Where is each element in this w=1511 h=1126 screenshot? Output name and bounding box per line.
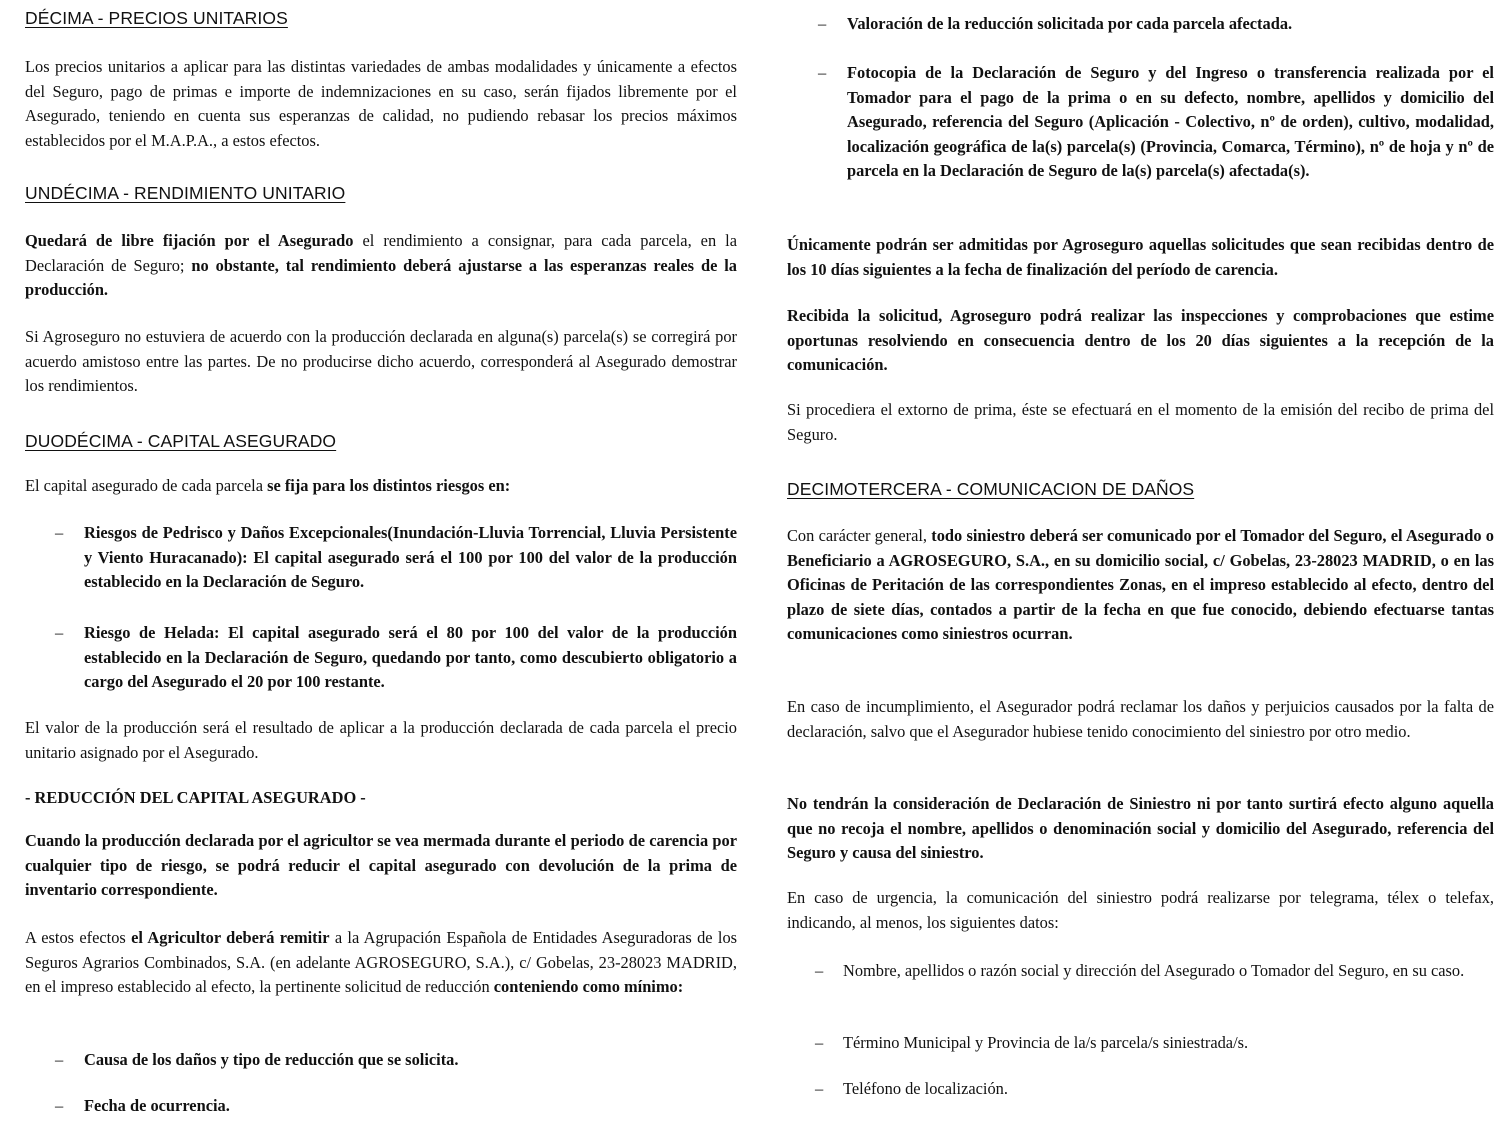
text-normal: A estos efectos — [25, 928, 132, 947]
heading-undecima: UNDÉCIMA - RENDIMIENTO UNITARIO — [25, 183, 346, 203]
list-item-termino — [787, 1031, 1494, 1056]
paragraph-capital-intro — [25, 474, 737, 499]
list-item-fecha — [25, 1094, 737, 1119]
subheading-reduccion: - REDUCCIÓN DEL CAPITAL ASEGURADO - — [25, 788, 366, 807]
heading-duodecima: DUODÉCIMA - CAPITAL ASEGURADO — [25, 431, 337, 451]
dash-bullet: – — [818, 63, 827, 82]
list-item-text: Fecha de ocurrencia. — [84, 1096, 230, 1115]
text-bold: conteniendo como mínimo: — [493, 977, 684, 996]
list-item-helada — [25, 621, 737, 695]
dash-bullet: – — [815, 961, 824, 980]
list-item-fotocopia — [787, 61, 1494, 184]
paragraph-a-estos-efectos — [25, 926, 737, 1000]
dash-bullet: – — [55, 1096, 64, 1115]
list-item-causa — [25, 1048, 737, 1073]
text-normal: a la Agrupación Española de Entidades Aseguradoras de los Seguros Agrarios Combinados, S.A. (en adelante AGROSEGURO, S.A.), c/ Gobelas, 23-28023 MADRID, en el impreso establecido al efecto, la pertinente solicitud de reducción — [25, 928, 738, 996]
paragraph-no-tendran: No tendrán la consideración de Declaración de Siniestro ni por tanto surtirá efecto alguno aquella que no recoja el nombre, apellidos o denominación social y domicilio del Asegurado, referencia del Seguro y causa del siniestro. — [787, 794, 1494, 862]
paragraph-valor-produccion: El valor de la producción será el resultado de aplicar a la producción declarada de cada parcela el precio unitario asignado por el Asegurado. — [25, 718, 737, 762]
text-bold: Quedará de libre fijación por el Asegurado — [25, 231, 354, 250]
list-item-telefono — [787, 1077, 1494, 1102]
dash-bullet: – — [55, 1050, 64, 1069]
text-bold: se fija para los distintos riesgos en: — [267, 476, 511, 495]
heading-decima: DÉCIMA - PRECIOS UNITARIOS — [25, 8, 288, 28]
paragraph-incumplimiento: En caso de incumplimiento, el Asegurador podrá reclamar los daños y perjuicios causados por la falta de declaración, salvo que el Asegurador hubiese tenido conocimiento del siniestro por otro medio. — [787, 697, 1494, 741]
paragraph-urgencia: En caso de urgencia, la comunicación del siniestro podrá realizarse por telegrama, télex o telefax, indicando, al menos, los siguientes datos: — [787, 888, 1494, 932]
list-item-text: Causa de los daños y tipo de reducción que se solicita. — [84, 1050, 459, 1069]
dash-bullet: – — [55, 623, 64, 642]
text-normal: Con carácter general, — [787, 526, 932, 545]
list-item-text: Riesgos de Pedrisco y Daños Excepcionales(Inundación-Lluvia Torrencial, Lluvia Persistente y Viento Huracanado): El capital asegurado será el 100 por 100 del valor de la producción establecido en la Declaración de Seguro. — [84, 523, 737, 591]
paragraph-unicamente: Únicamente podrán ser admitidas por Agroseguro aquellas solicitudes que sean recibidas dentro de los 10 días siguientes a la fecha de finalización del período de carencia. — [787, 235, 1494, 279]
list-item-nombre — [787, 959, 1494, 984]
list-item-text: Valoración de la reducción solicitada por cada parcela afectada. — [847, 14, 1293, 33]
list-item-text: Teléfono de localización. — [843, 1079, 1008, 1098]
list-item-text: Nombre, apellidos o razón social y dirección del Asegurado o Tomador del Seguro, en su caso. — [843, 961, 1465, 980]
paragraph-rendimiento — [25, 229, 737, 303]
paragraph-extorno: Si procediera el extorno de prima, éste se efectuará en el momento de la emisión del recibo de prima del Seguro. — [787, 400, 1494, 444]
heading-decimotercera: DECIMOTERCERA - COMUNICACION DE DAÑOS — [787, 479, 1195, 499]
paragraph-agroseguro-desacuerdo: Si Agroseguro no estuviera de acuerdo con la producción declarada en alguna(s) parcela(s) se corregirá por acuerdo amistoso entre las partes. De no producirse dicho acuerdo, corresponderá al Asegurado demostrar los rendimientos. — [25, 327, 737, 395]
list-item-valoracion — [787, 12, 1494, 37]
paragraph-caracter-general — [787, 524, 1494, 647]
dash-bullet: – — [815, 1079, 824, 1098]
text-bold: el Agricultor deberá remitir — [131, 928, 330, 947]
text-normal: el rendimiento a consignar, para cada parcela, en la Declaración de Seguro; — [25, 231, 737, 275]
paragraph-precios: Los precios unitarios a aplicar para las distintas variedades de ambas modalidades y únicamente a efectos del Seguro, pago de primas e importe de indemnizaciones en su caso, serán fijados libremente por el Asegurado, teniendo en cuenta sus esperanzas de calidad, no pudiendo rebasar los precios máximos establecidos por el M.A.P.A., a estos efectos. — [25, 57, 737, 150]
dash-bullet: – — [815, 1033, 824, 1052]
list-item-pedrisco — [25, 521, 737, 595]
dash-bullet: – — [55, 523, 64, 542]
list-item-text: Fotocopia de la Declaración de Seguro y del Ingreso o transferencia realizada por el Tomador para el pago de la prima o en su defecto, nombre, apellidos y domicilio del Asegurado, referencia del Seguro (Aplicación - Colectivo, nº de orden), cultivo, modalidad, localización geográfica de la(s) parcela(s) (Provincia, Comarca, Término), nº de hoja y nº de parcela en la Declaración de Seguro de la(s) parcela(s) afectada(s). — [847, 63, 1494, 180]
list-item-text: Riesgo de Helada: El capital asegurado será el 80 por 100 del valor de la producción establecido en la Declaración de Seguro, quedando por tanto, como descubierto obligatorio a cargo del Asegurado el 20 por 100 restante. — [84, 623, 737, 691]
text-bold: no obstante, tal rendimiento deberá ajustarse a las esperanzas reales de la producción. — [25, 255, 737, 299]
paragraph-cuando: Cuando la producción declarada por el agricultor se vea mermada durante el periodo de carencia por cualquier tipo de riesgo, se podrá reducir el capital asegurado con devolución de la prima de inventario correspondiente. — [25, 831, 737, 899]
dash-bullet: – — [818, 14, 827, 33]
list-item-text: Término Municipal y Provincia de la/s parcela/s siniestrada/s. — [843, 1033, 1249, 1052]
paragraph-recibida: Recibida la solicitud, Agroseguro podrá realizar las inspecciones y comprobaciones que estime oportunas resolviendo en consecuencia dentro de los 20 días siguientes a la recepción de la comunicación. — [787, 306, 1494, 374]
text-normal: El capital asegurado de cada parcela — [25, 476, 268, 495]
text-bold: todo siniestro deberá ser comunicado por el Tomador del Seguro, el Asegurado o Beneficiario a AGROSEGURO, S.A., en su domicilio social, c/ Gobelas, 23-28023 MADRID, o en las Oficinas de Peritación de las correspondientes Zonas, en el impreso establecido al efecto, dentro del plazo de siete días, contados a partir de la fecha en que fue conocido, debiendo efectuarse tantas comunicaciones como siniestros ocurran. — [787, 526, 1494, 643]
